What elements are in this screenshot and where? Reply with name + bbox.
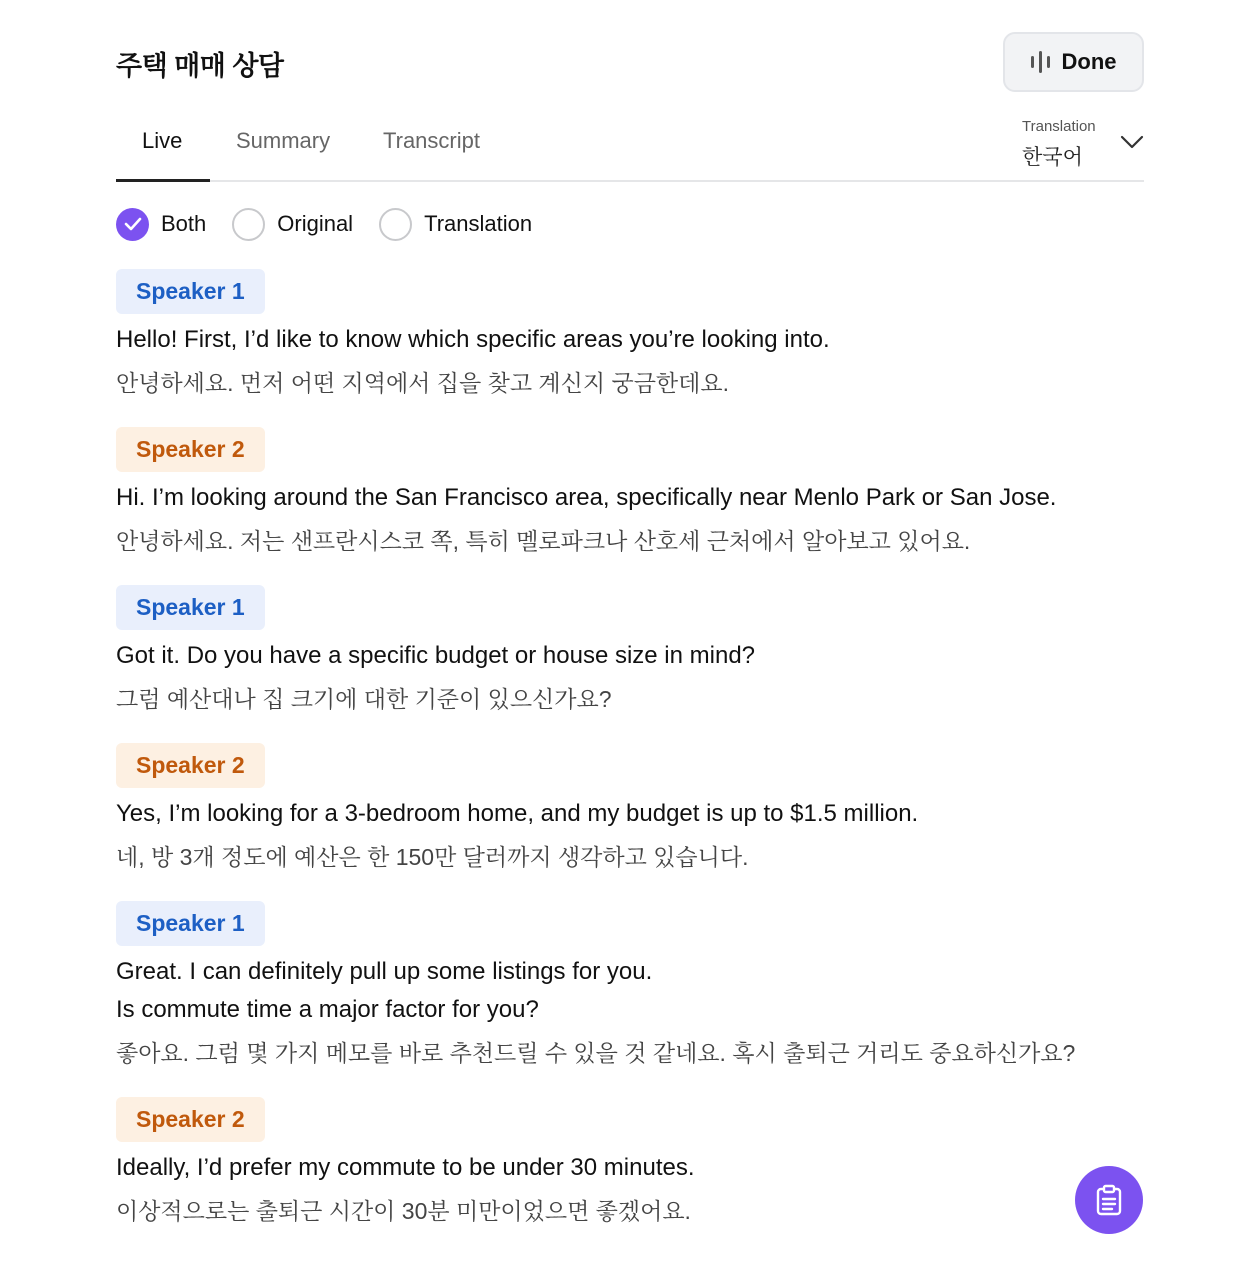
original-text: Hi. I’m looking around the San Francisco area, specifically near Menlo Park or San Jose. [116,484,1057,511]
checkmark-icon [116,208,149,241]
chevron-down-icon [1120,134,1144,150]
filter-original[interactable] [232,208,353,241]
done-button[interactable] [1003,32,1144,92]
translated-text: 안녕하세요. 저는 샌프란시스코 쪽, 특히 멜로파크나 산호세 근처에서 알아보고 있어요. [116,528,971,554]
clipboard-icon [1094,1184,1124,1216]
original-text: Hello! First, I’d like to know which specific areas you’re looking into. [116,326,830,353]
speaker-badge: Speaker 2 [116,1097,265,1142]
translated-text: 이상적으로는 출퇴근 시간이 30분 미만이었으면 좋겠어요. [116,1198,691,1224]
conversation-entry [116,743,1126,874]
tab-transcript[interactable]: Transcript [383,128,480,153]
radio-unchecked-icon [232,208,265,241]
tab-summary[interactable]: Summary [236,128,331,153]
conversation-entry [116,1097,1126,1228]
original-text: Got it. Do you have a specific budget or house size in mind? [116,642,756,669]
audio-wave-icon [1031,50,1050,74]
conversation-entry [116,269,1126,400]
conversation-entry [116,585,1126,716]
conversation-list [116,269,1126,1255]
speaker-badge: Speaker 2 [116,743,265,788]
speaker-badge: Speaker 1 [116,269,265,314]
active-tab-indicator [116,179,210,182]
speaker-badge: Speaker 2 [116,427,265,472]
translated-text: 그럼 예산대나 집 크기에 대한 기준이 있으신가요? [116,686,612,712]
filter-translation[interactable] [379,208,532,241]
original-text: Ideally, I’d prefer my commute to be under 30 minutes. [116,1154,695,1181]
speaker-badge: Speaker 1 [116,585,265,630]
translated-text: 안녕하세요. 먼저 어떤 지역에서 집을 찾고 계신지 궁금한데요. [116,370,729,396]
speaker-badge: Speaker 1 [116,901,265,946]
tab-bar [116,112,1144,182]
conversation-entry [116,427,1126,558]
translation-select-label: Translation [1022,118,1096,135]
translated-text: 네, 방 3개 정도에 예산은 한 150만 달러까지 생각하고 있습니다. [116,844,749,870]
radio-unchecked-icon [379,208,412,241]
filter-original-label: Original [277,211,354,236]
done-button-label: Done [1061,49,1117,74]
notes-fab-button[interactable] [1075,1166,1143,1234]
translation-select-value: 한국어 [1022,146,1083,169]
filter-translation-label: Translation [424,211,533,236]
translation-language-select[interactable] [1022,118,1096,171]
translated-text: 좋아요. 그럼 몇 가지 메모를 바로 추천드릴 수 있을 것 같네요. 혹시 출퇴근 거리도 중요하신가요? [116,1040,1076,1066]
filter-both-label: Both [161,211,207,236]
tab-live[interactable]: Live [142,128,183,153]
page-title: 주택 매매 상담 [116,51,284,81]
conversation-entry [116,901,1126,1070]
filter-both[interactable] [116,208,206,241]
original-text: Yes, I’m looking for a 3-bedroom home, and my budget is up to $1.5 million. [116,800,919,827]
view-filter [116,208,558,240]
original-text: Great. I can definitely pull up some listings for you. Is commute time a major factor for you? [116,958,653,1023]
